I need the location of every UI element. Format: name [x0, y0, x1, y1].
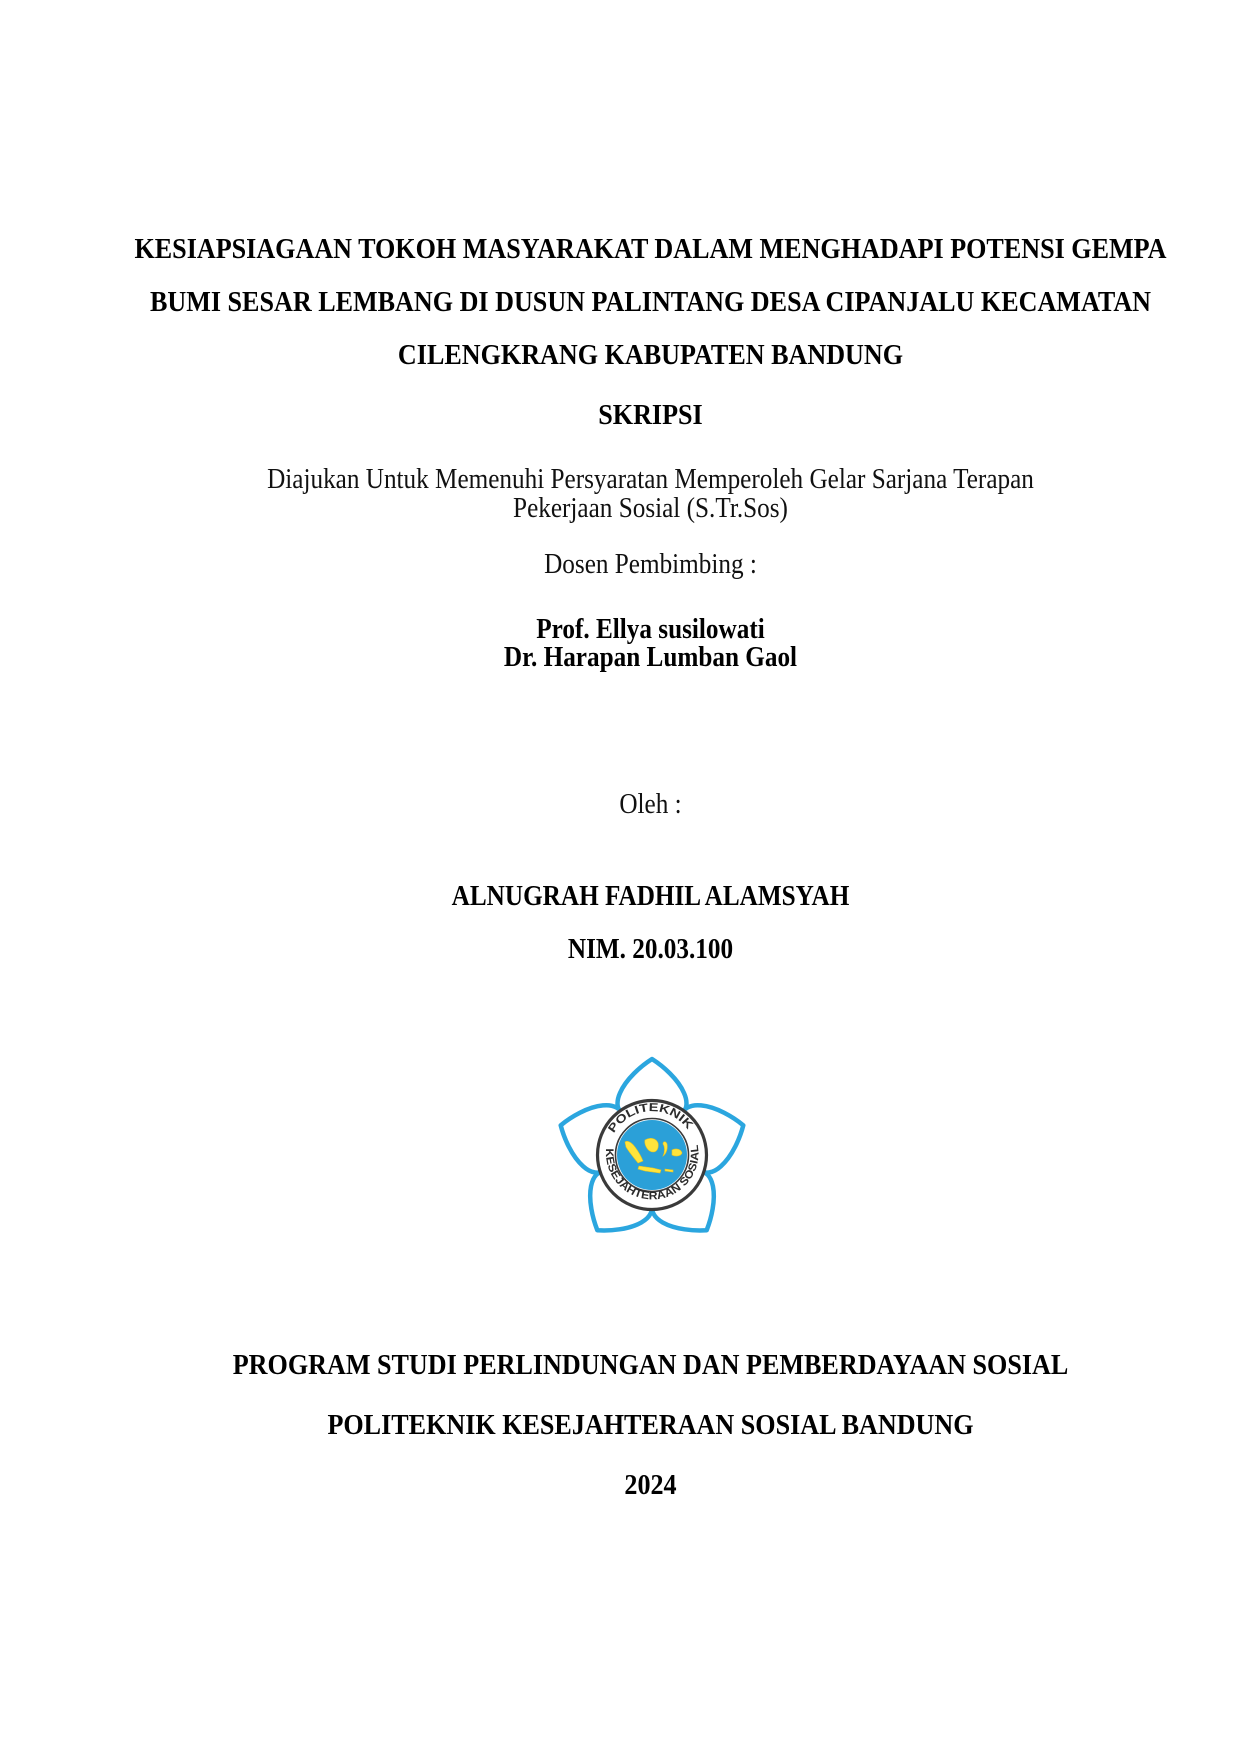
author-name: ALNUGRAH FADHIL ALAMSYAH — [451, 881, 850, 912]
author-nim: NIM. 20.03.100 — [567, 934, 734, 965]
advisor-name-2: Dr. Harapan Lumban Gaol — [503, 641, 798, 673]
thesis-title-line-3: CILENGKRANG KABUPATEN BANDUNG — [397, 339, 904, 371]
year-line: 2024 — [624, 1469, 677, 1501]
purpose-line-2: Pekerjaan Sosial (S.Tr.Sos) — [513, 493, 788, 524]
thesis-title-line-2: BUMI SESAR LEMBANG DI DUSUN PALINTANG DESA CIPANJALU KECAMATAN — [149, 286, 1152, 318]
ring-text-bottom: KESEJAHTERAAN SOSIAL — [602, 1145, 702, 1203]
purpose-statement — [92, 465, 1209, 523]
advisor-heading: Dosen Pembimbing : — [544, 549, 757, 580]
poltekesos-logo-svg — [553, 1055, 751, 1237]
document-type-label: SKRIPSI — [598, 399, 703, 431]
institution-line: POLITEKNIK KESEJAHTERAAN SOSIAL BANDUNG — [327, 1409, 974, 1441]
ring-text-top: POLITEKNIK — [606, 1102, 694, 1136]
thesis-title-line-1: KESIAPSIAGAAN TOKOH MASYARAKAT DALAM MENGHADAPI POTENSI GEMPA — [134, 233, 1167, 265]
poltekesos-logo — [553, 1055, 751, 1237]
program-study-line: PROGRAM STUDI PERLINDUNGAN DAN PEMBERDAYAAN SOSIAL — [232, 1349, 1069, 1381]
purpose-line-1: Diajukan Untuk Memenuhi Persyaratan Memperoleh Gelar Sarjana Terapan — [267, 464, 1034, 495]
advisor-name-1: Prof. Ellya susilowati — [536, 614, 765, 645]
by-label: Oleh : — [619, 789, 682, 820]
advisor-names — [92, 616, 1209, 671]
